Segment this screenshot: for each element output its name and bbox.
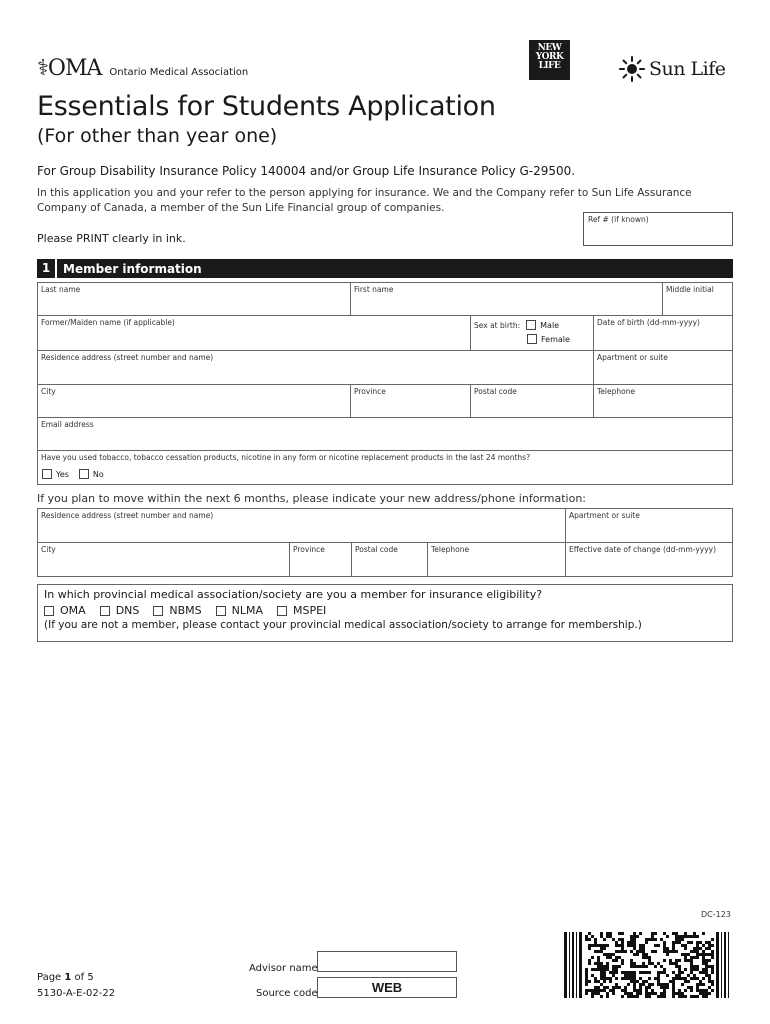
- caduceus-icon: ⚕: [37, 56, 48, 81]
- page-prefix: Page: [37, 972, 65, 983]
- mspei-checkbox[interactable]: [277, 606, 287, 616]
- page-title: Essentials for Students Application: [37, 91, 496, 122]
- new-province-field[interactable]: [289, 542, 352, 577]
- last-name-field[interactable]: [37, 282, 351, 316]
- residence-address-label: Residence address (street number and name): [41, 353, 214, 362]
- first-name-field[interactable]: [350, 282, 663, 316]
- new-postal-code-label: Postal code: [355, 545, 398, 554]
- oma-mark-text: OMA: [47, 56, 102, 81]
- page-suffix: of 5: [71, 972, 94, 983]
- date-of-birth-label: Date of birth (dd-mm-yyyy): [597, 318, 700, 327]
- postal-code-field[interactable]: [470, 384, 594, 418]
- postal-code-label: Postal code: [474, 387, 517, 396]
- former-name-field[interactable]: [37, 315, 471, 351]
- policy-line: For Group Disability Insurance Policy 140004 and/or Group Life Insurance Policy G-29500.: [37, 164, 576, 178]
- new-apartment-field[interactable]: [565, 508, 733, 543]
- source-code-field[interactable]: WEB: [317, 977, 457, 998]
- advisor-name-label: Advisor name: [249, 963, 318, 974]
- city-field[interactable]: [37, 384, 351, 418]
- association-membership-group: [37, 584, 733, 642]
- ref-number-label: Ref # (if known): [588, 215, 649, 224]
- email-label: Email address: [41, 420, 94, 429]
- effective-date-label: Effective date of change (dd-mm-yyyy): [569, 545, 717, 554]
- print-note: Please PRINT clearly in ink.: [37, 232, 186, 245]
- intro-text: In this application you and your refer to the person applying for insurance. We and the Company refer to Sun Life Assurance Company of Canada, a member of the Sun Life Financial group of companies.: [37, 187, 692, 214]
- nlma-checkbox[interactable]: [216, 606, 226, 616]
- new-province-label: Province: [293, 545, 325, 554]
- yes-checkbox[interactable]: [42, 469, 52, 479]
- source-code-label: Source code: [256, 988, 318, 999]
- new-city-field[interactable]: [37, 542, 290, 577]
- page-current: 1: [64, 972, 72, 983]
- oma-option-label: OMA: [60, 604, 86, 617]
- section-header-member-information: [37, 259, 733, 278]
- female-label: Female: [541, 334, 570, 344]
- new-residence-address-label: Residence address (street number and name): [41, 511, 214, 520]
- email-field[interactable]: [37, 417, 733, 451]
- first-name-label: First name: [354, 285, 394, 294]
- nbms-checkbox[interactable]: [153, 606, 163, 616]
- page-number: [37, 972, 94, 983]
- yes-label: Yes: [56, 469, 69, 479]
- middle-initial-field[interactable]: [662, 282, 733, 316]
- move-note: If you plan to move within the next 6 months, please indicate your new address/phone information:: [37, 492, 586, 505]
- tobacco-question: Have you used tobacco, tobacco cessation products, nicotine in any form or nicotine replacement products in the last 24 months?: [41, 453, 531, 462]
- nyl-line: LIFE: [538, 61, 561, 71]
- sun-icon: [619, 56, 645, 82]
- dns-option-label: DNS: [115, 604, 140, 617]
- new-telephone-field[interactable]: [427, 542, 566, 577]
- nyl-line: NEW: [537, 43, 562, 53]
- no-label: No: [92, 469, 104, 479]
- no-checkbox[interactable]: [79, 469, 89, 479]
- dns-checkbox[interactable]: [100, 606, 110, 616]
- last-name-label: Last name: [41, 285, 81, 294]
- city-label: City: [41, 387, 56, 396]
- former-name-label: Former/Maiden name (if applicable): [41, 318, 175, 327]
- nyl-line: YORK: [535, 52, 564, 62]
- new-telephone-label: Telephone: [431, 545, 470, 554]
- mspei-option-label: MSPEI: [293, 604, 327, 617]
- ref-number-field[interactable]: [583, 212, 733, 246]
- province-label: Province: [354, 387, 386, 396]
- tobacco-options: [42, 469, 114, 479]
- form-code: 5130-A-E-02-22: [37, 988, 116, 999]
- association-question: In which provincial medical association/society are you a member for insurance eligibility?: [44, 588, 543, 601]
- oma-name: Ontario Medical Association: [109, 67, 249, 78]
- section-title: Member information: [63, 261, 202, 276]
- new-apartment-label: Apartment or suite: [569, 511, 640, 520]
- date-of-birth-field[interactable]: [593, 315, 733, 351]
- page-subtitle: (For other than year one): [37, 125, 278, 147]
- document-code: DC-123: [701, 910, 731, 919]
- effective-date-field[interactable]: [565, 542, 733, 577]
- residence-address-field[interactable]: [37, 350, 594, 385]
- oma-logo: [37, 58, 248, 80]
- sun-life-name: Sun Life: [649, 58, 726, 80]
- nlma-option-label: NLMA: [231, 604, 263, 617]
- advisor-name-field[interactable]: [317, 951, 457, 972]
- male-checkbox[interactable]: [526, 320, 536, 330]
- new-city-label: City: [41, 545, 56, 554]
- association-options: [44, 604, 726, 617]
- telephone-label: Telephone: [597, 387, 636, 396]
- new-york-life-logo: [529, 40, 570, 80]
- province-field[interactable]: [350, 384, 471, 418]
- apartment-label: Apartment or suite: [597, 353, 668, 362]
- tobacco-question-group: [37, 450, 733, 485]
- male-label: Male: [540, 320, 560, 330]
- oma-checkbox[interactable]: [44, 606, 54, 616]
- apartment-field[interactable]: [593, 350, 733, 385]
- barcode-icon: [564, 932, 732, 998]
- sex-at-birth-label: Sex at birth:: [474, 320, 521, 330]
- sun-life-logo: [619, 56, 726, 82]
- female-checkbox[interactable]: [527, 334, 537, 344]
- sex-at-birth-options: [474, 318, 570, 346]
- section-number: 1: [37, 259, 57, 278]
- association-note: (If you are not a member, please contact your provincial medical association/society to arrange for membership.): [44, 619, 642, 631]
- nbms-option-label: NBMS: [169, 604, 202, 617]
- telephone-field[interactable]: [593, 384, 733, 418]
- middle-initial-label: Middle initial: [666, 285, 714, 294]
- new-residence-address-field[interactable]: [37, 508, 566, 543]
- new-postal-code-field[interactable]: [351, 542, 428, 577]
